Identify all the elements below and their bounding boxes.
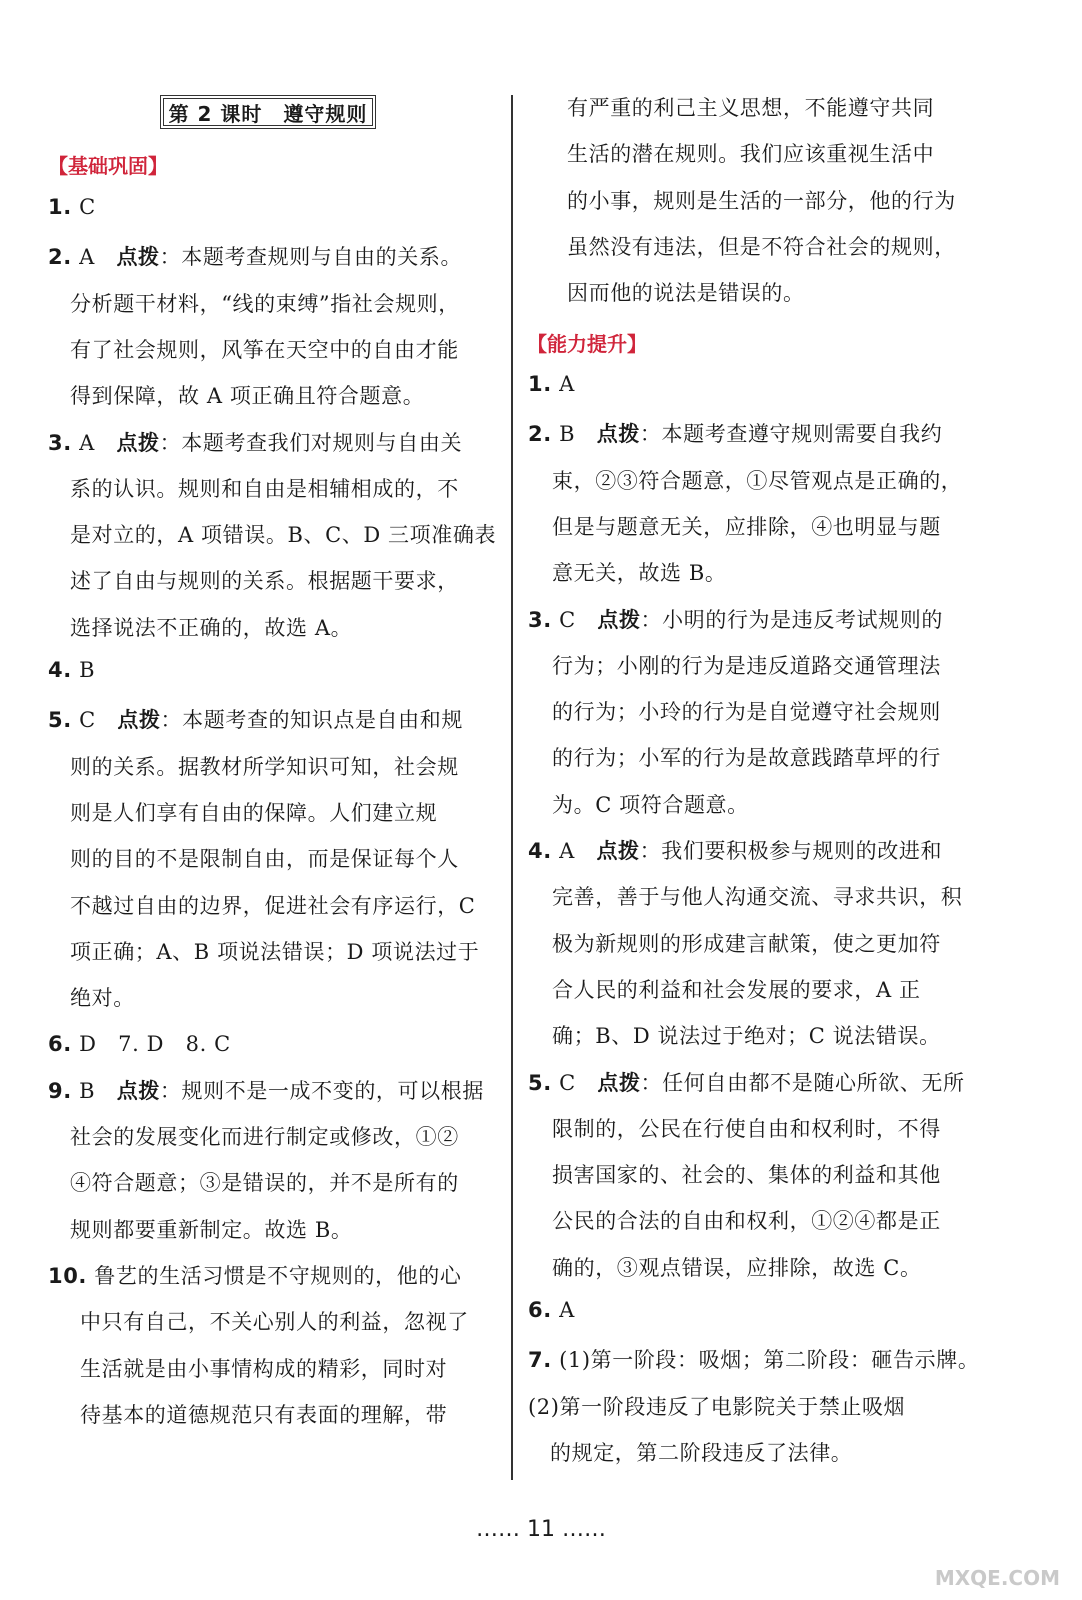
answer-line: 束，②③符合题意，①尽管观点是正确的， bbox=[552, 468, 963, 493]
answer-line: 是对立的，A 项错误。B、C、D 三项准确表 bbox=[70, 523, 497, 548]
answer-line: 述了自由与规则的关系。根据题干要求， bbox=[70, 569, 459, 594]
answer-line: ④符合题意；③是错误的，并不是所有的 bbox=[70, 1171, 459, 1196]
answer-line: 的行为；小军的行为是故意践踏草坪的行 bbox=[552, 746, 941, 771]
answer-line: 待基本的道德规范只有表面的理解，带 bbox=[80, 1402, 448, 1427]
answer-line: 合人民的利益和社会发展的要求，A 正 bbox=[552, 977, 921, 1002]
answer-line: 限制的，公民在行使自由和权利时，不得 bbox=[552, 1116, 941, 1141]
answer-line: 系的认识。规则和自由是相辅相成的，不 bbox=[70, 476, 459, 501]
answer-line: 10. 鲁艺的生活习惯是不守规则的，他的心 bbox=[48, 1263, 462, 1288]
column-divider bbox=[511, 95, 513, 1480]
answer-line: 9. B 点拨：规则不是一成不变的，可以根据 bbox=[48, 1078, 484, 1103]
answer-line: 社会的发展变化而进行制定或修改，①② bbox=[70, 1125, 459, 1149]
answer-line: (2)第一阶段违反了电影院关于禁止吸烟 bbox=[528, 1394, 906, 1419]
answer-line: 确的，③观点错误，应排除，故选 C。 bbox=[552, 1255, 922, 1280]
answer-line: 项正确；A、B 项说法错误；D 项说法过于 bbox=[70, 939, 480, 964]
answer-line: 3. C 点拨：小明的行为是违反考试规则的 bbox=[528, 607, 943, 632]
answer-line: 规则都要重新制定。故选 B。 bbox=[70, 1217, 353, 1242]
answer-line: 4. A 点拨：我们要积极参与规则的改进和 bbox=[528, 839, 943, 863]
answer-line: 生活的潜在规则。我们应该重视生活中 bbox=[567, 142, 935, 167]
answer-line: 中只有自己，不关心别人的利益，忽视了 bbox=[80, 1310, 469, 1335]
answer-line: 的规定，第二阶段违反了法律。 bbox=[550, 1440, 853, 1465]
answer-line: 确；B、D 说法过于绝对；C 说法错误。 bbox=[552, 1024, 941, 1049]
section-basic: 【基础巩固】 bbox=[48, 154, 168, 178]
answer-line: 意无关，故选 B。 bbox=[552, 561, 727, 586]
answer-line: 1. C bbox=[48, 195, 96, 219]
answer-line: 但是与题意无关，应排除，④也明显与题 bbox=[552, 514, 941, 539]
answer-line: 5. C 点拨：本题考查的知识点是自由和规 bbox=[48, 708, 463, 733]
answer-line: 为。C 项符合题意。 bbox=[552, 792, 749, 817]
answer-line: 6. A bbox=[528, 1298, 575, 1322]
answer-line: 5. C 点拨：任何自由都不是随心所欲、无所 bbox=[528, 1070, 965, 1095]
answer-line: 2. A 点拨：本题考查规则与自由的关系。 bbox=[48, 245, 463, 270]
answer-line: 2. B 点拨：本题考查遵守规则需要自我约 bbox=[528, 422, 943, 447]
answer-line: 7. (1)第一阶段：吸烟；第二阶段：砸告示牌。 bbox=[528, 1348, 980, 1373]
answer-line: 虽然没有违法，但是不符合社会的规则， bbox=[567, 234, 956, 259]
answer-line: 极为新规则的形成建言献策，使之更加符 bbox=[552, 931, 941, 956]
watermark-logo bbox=[870, 1520, 1060, 1590]
answer-line: 有了社会规则，风筝在天空中的自由才能 bbox=[70, 337, 459, 362]
answer-line: 因而他的说法是错误的。 bbox=[567, 281, 805, 306]
answer-line: 则的目的不是限制自由，而是保证每个人 bbox=[70, 847, 459, 872]
watermark-text: MXQE.COM bbox=[934, 1566, 1060, 1590]
answer-line: 则的关系。据教材所学知识可知，社会规 bbox=[70, 754, 459, 779]
answer-line: 1. A bbox=[528, 372, 575, 396]
answer-line: 的行为；小玲的行为是自觉遵守社会规则 bbox=[552, 700, 941, 725]
answer-line: 的小事，规则是生活的一部分，他的行为 bbox=[567, 188, 956, 213]
answer-line: 得到保障，故 A 项正确且符合题意。 bbox=[70, 384, 425, 409]
answer-line: 完善，善于与他人沟通交流、寻求共识，积 bbox=[552, 885, 963, 910]
answer-line: 4. B bbox=[48, 658, 96, 682]
answer-line: 绝对。 bbox=[70, 986, 135, 1011]
answer-line: 公民的合法的自由和权利，①②④都是正 bbox=[552, 1209, 941, 1234]
section-ability: 【能力提升】 bbox=[527, 332, 647, 356]
answer-line: 生活就是由小事情构成的精彩，同时对 bbox=[80, 1356, 448, 1381]
answer-line: 损害国家的、社会的、集体的利益和其他 bbox=[552, 1163, 941, 1188]
answer-line: 有严重的利己主义思想，不能遵守共同 bbox=[567, 96, 935, 120]
answer-line: 则是人们享有自由的保障。人们建立规 bbox=[70, 800, 438, 825]
answer-line: 选择说法不正确的，故选 A。 bbox=[70, 615, 353, 640]
answer-line: 不越过自由的边界，促进社会有序运行，C bbox=[70, 893, 476, 918]
answer-line: 3. A 点拨：本题考查我们对规则与自由关 bbox=[48, 430, 463, 455]
answer-line: 分析题干材料，“线的束缚”指社会规则， bbox=[70, 291, 460, 316]
page-number: …… 11 …… bbox=[476, 1517, 606, 1542]
answer-line: 6. D 7. D 8. C bbox=[48, 1032, 231, 1057]
answer-line: 行为；小刚的行为是违反道路交通管理法 bbox=[552, 653, 941, 678]
page-title: 第 2 课时 遵守规则 bbox=[160, 95, 376, 129]
